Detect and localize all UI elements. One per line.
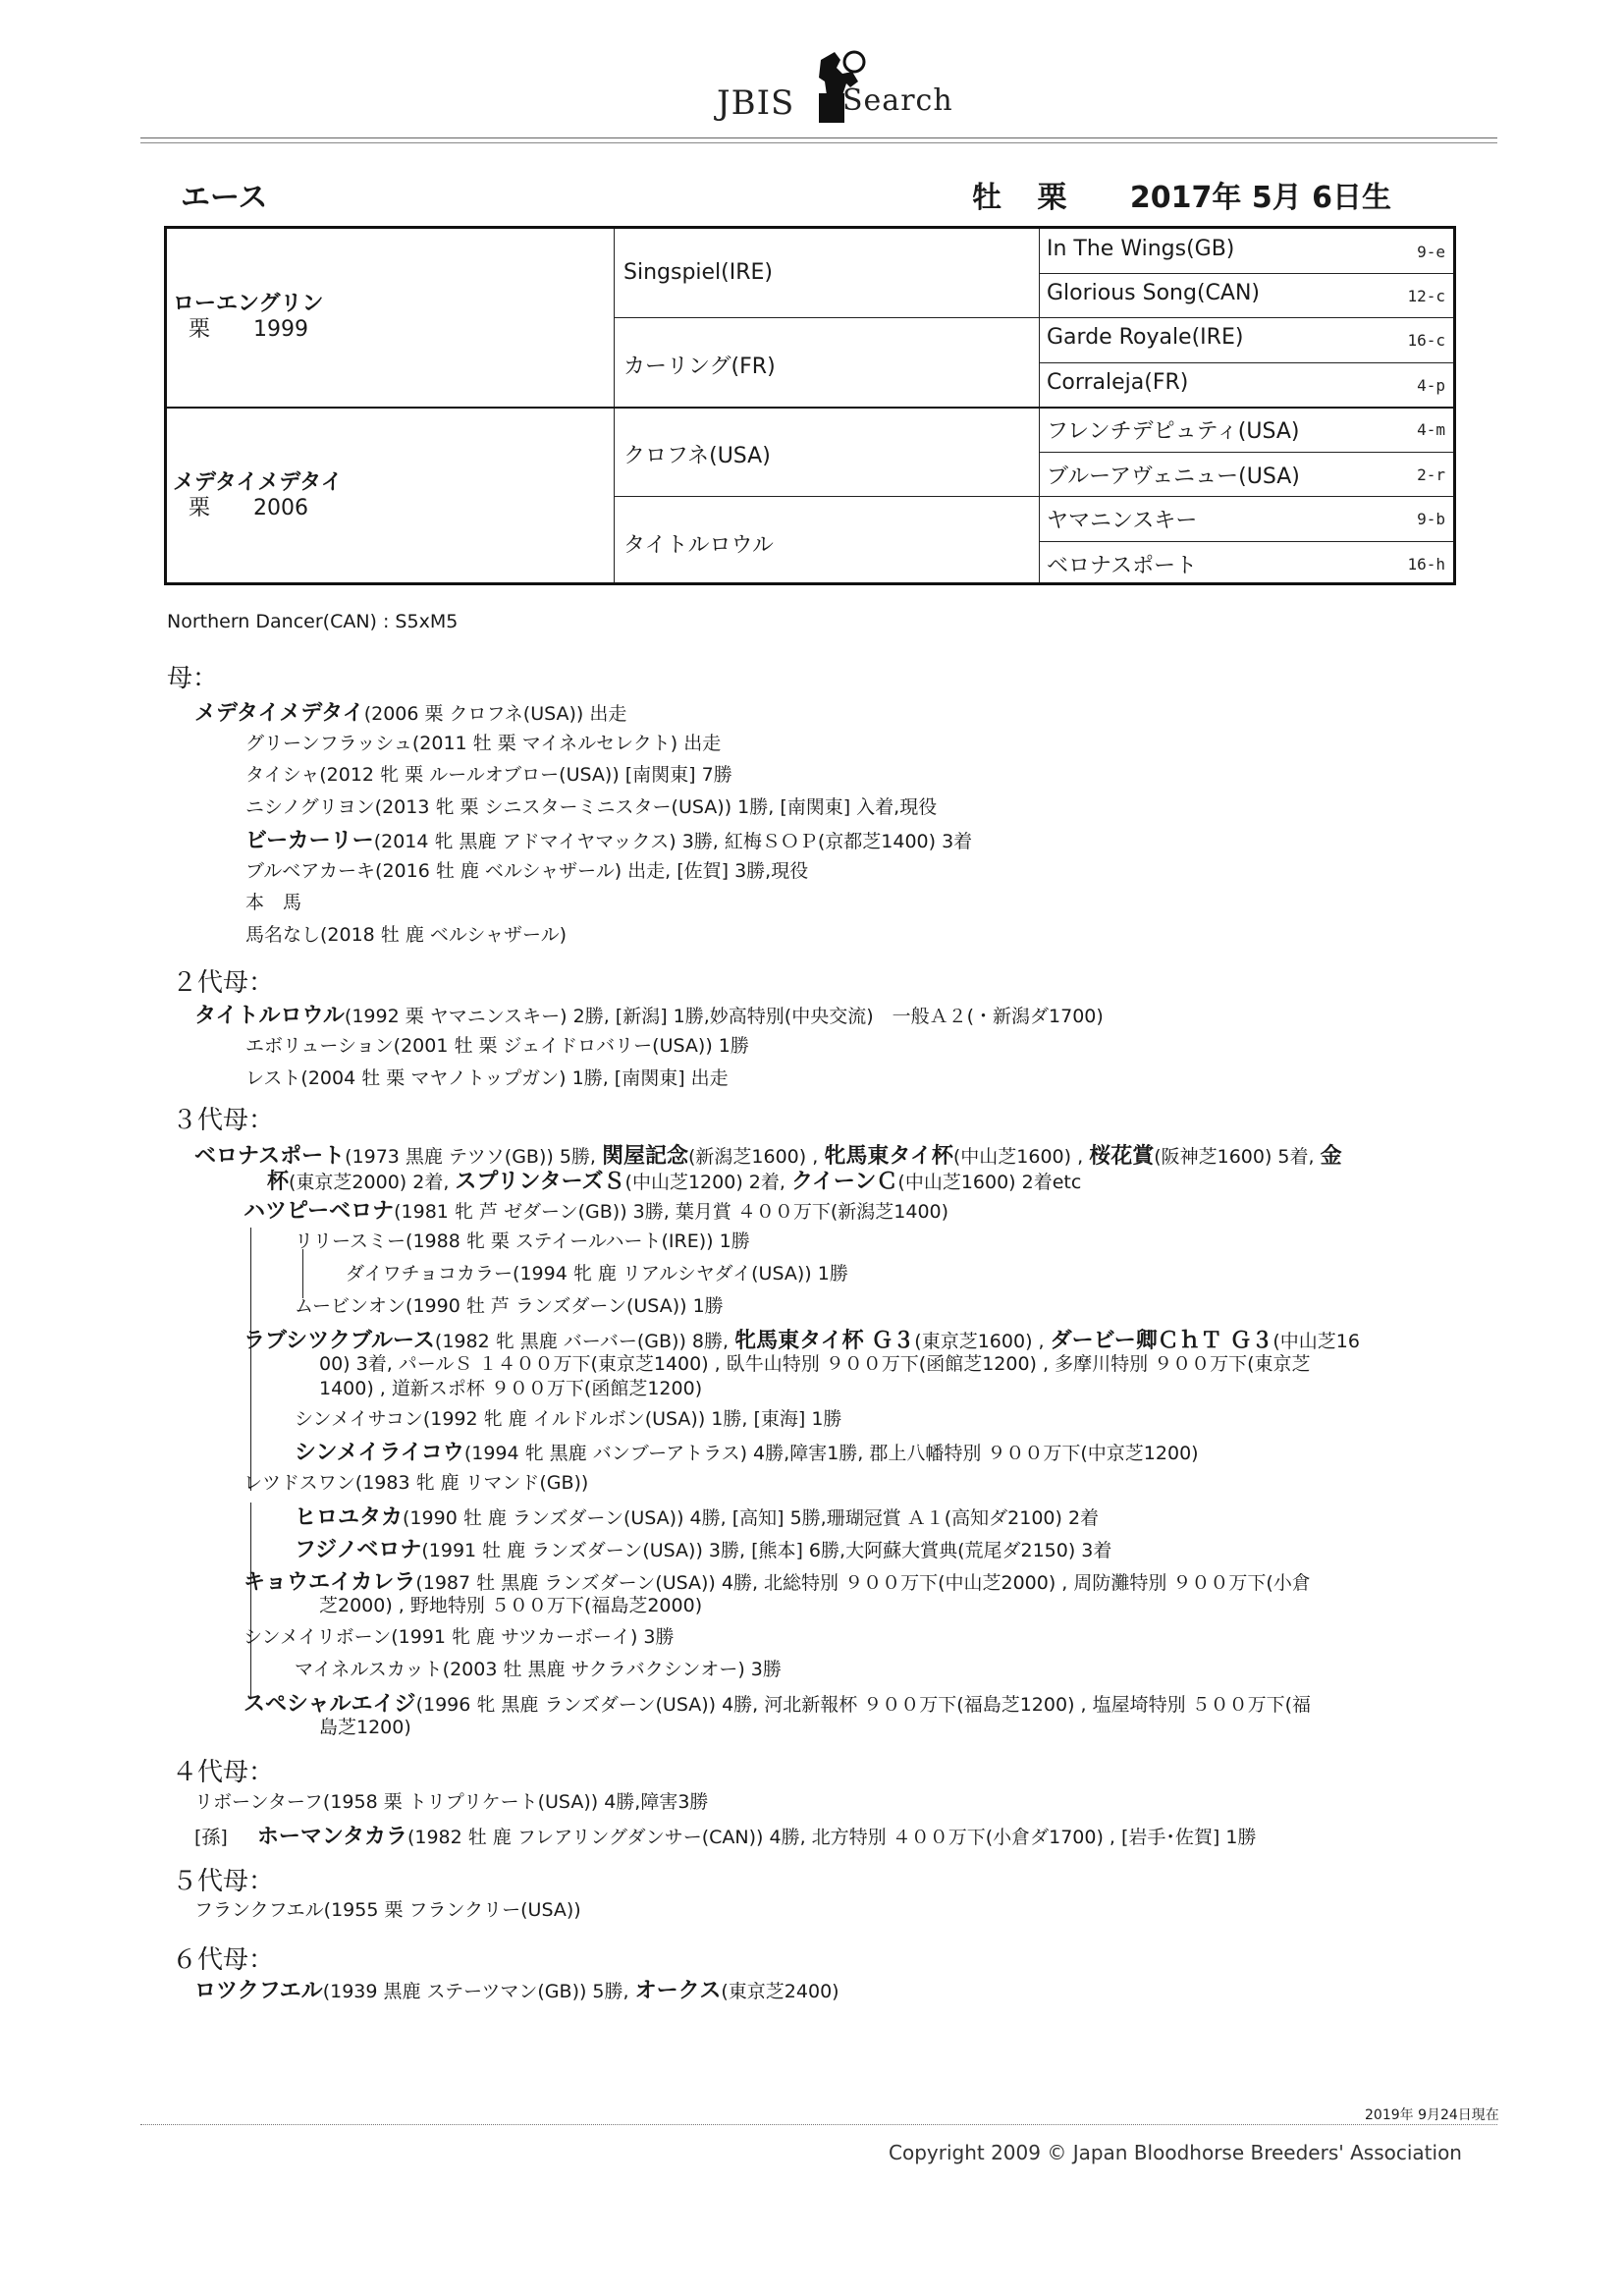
family-line: フランクフエル(1955 栗 フランクリー(USA)): [194, 1899, 581, 1921]
logo-text-search: Search: [842, 83, 953, 118]
footer-rule: [140, 2124, 1497, 2127]
family-line: マイネルスカット(2003 牡 黒鹿 サクラバクシンオー) 3勝: [295, 1659, 782, 1680]
family-line: リボーンターフ(1958 栗 トリプリケート(USA)) 4勝,障害3勝: [194, 1791, 709, 1813]
horse-name: エース: [181, 181, 268, 215]
pedigree-g3: ヤマニンスキー 9-b: [1047, 509, 1445, 533]
family-line: キョウエイカレラ(1987 牡 黒鹿 ランズダーン(USA)) 4勝, 北総特別 ９００万下(中山芝2000) , 周防灘特別 ９００万下(小倉: [244, 1570, 1311, 1595]
family-line: エボリューション(2001 牡 栗 ジェイドロバリー(USA)) 1勝: [245, 1035, 749, 1057]
copyright: Copyright 2009 © Japan Bloodhorse Breeders' Association: [889, 2141, 1462, 2164]
pedigree-g3: Glorious Song(CAN) 12-c: [1047, 281, 1445, 305]
family-line: ヒロユタカ(1990 牡 鹿 ランズダーン(USA)) 4勝, [高知] 5勝,珊瑚冠賞 Ａ１(高知ダ2100) 2着: [295, 1505, 1100, 1530]
section-heading: ４代母：: [172, 1758, 275, 1787]
horse-meta: [972, 173, 1391, 216]
family-line: ラブシツクブルース(1982 牝 黒鹿 バーバー(GB)) 8勝, 牝馬東タイ杯 Ｇ３(東京芝1600) , ダービー卿ＣｈＴ Ｇ３(中山芝16: [244, 1329, 1360, 1353]
logo-text-jbis: JBIS: [717, 83, 795, 123]
family-line: 本 馬: [245, 892, 302, 913]
pedigree-g2: Singspiel(IRE): [623, 260, 774, 285]
family-line: ハツピーベロナ(1981 牝 芦 ゼダーン(GB)) 3勝, 葉月賞 ４００万下(新潟芝1400): [244, 1199, 949, 1224]
family-line: ムービンオン(1990 牡 芦 ランズダーン(USA)) 1勝: [295, 1295, 724, 1317]
section-heading: ３代母：: [172, 1106, 275, 1135]
family-line: 芝2000) , 野地特別 ５００万下(福島芝2000): [319, 1595, 703, 1616]
tree-line: [250, 1228, 251, 1491]
family-line: メデタイメデタイ(2006 栗 クロフネ(USA)) 出走: [194, 701, 627, 726]
pedigree-g3: Garde Royale(IRE) 16-c: [1047, 325, 1445, 350]
as-of-date: 2019年 9月24日現在: [1365, 2107, 1499, 2123]
dam-name: メデタイメデタイ: [173, 470, 343, 495]
horse-sex: 牡: [972, 181, 1001, 215]
family-line: ビーカーリー(2014 牝 黒鹿 アドマイヤマックス) 3勝, 紅梅ＳＯＰ(京都芝1400) 3着: [245, 829, 973, 853]
family-line: シンメイライコウ(1994 牝 黒鹿 バンブーアトラス) 4勝,障害1勝, 郡上八幡特別 ９００万下(中京芝1200): [295, 1441, 1199, 1465]
family-line: ベロナスポート(1973 黒鹿 テツソ(GB)) 5勝, 関屋記念(新潟芝1600) , 牝馬東タイ杯(中山芝1600) , 桜花賞(阪神芝1600) 5着, 金: [194, 1144, 1342, 1169]
family-line: ダイワチョコカラー(1994 牝 鹿 リアルシヤダイ(USA)) 1勝: [346, 1263, 848, 1285]
pedigree-sire: [173, 292, 324, 343]
family-line: タイトルロウル(1992 栗 ヤマニンスキー) 2勝, [新潟] 1勝,妙高特別(中央交流) 一般Ａ２(・新潟ダ1700): [194, 1004, 1104, 1028]
family-line: 1400) , 道新スポ杯 ９００万下(函館芝1200): [319, 1378, 703, 1399]
family-line: 杯(東京芝2000) 2着, スプリンターズＳ(中山芝1200) 2着, クイーンＣ(中山芝1600) 2着etc: [267, 1170, 1082, 1194]
dam-info: 栗 2006: [189, 496, 308, 520]
jbis-search-logo: [717, 44, 952, 133]
pedigree-g2: クロフネ(USA): [623, 444, 771, 468]
pedigree-g2: カーリング(FR): [623, 355, 776, 379]
family-line: シンメイリボーン(1991 牝 鹿 サツカーボーイ) 3勝: [244, 1626, 675, 1648]
family-line: スペシャルエイジ(1996 牝 黒鹿 ランズダーン(USA)) 4勝, 河北新報杯 ９００万下(福島芝1200) , 塩屋埼特別 ５００万下(福: [244, 1692, 1312, 1717]
pedigree-g3: ベロナスポート 16-h: [1047, 554, 1445, 578]
section-heading: ５代母：: [172, 1867, 275, 1896]
family-line: フジノベロナ(1991 牡 鹿 ランズダーン(USA)) 3勝, [熊本] 6勝,大阿蘇大賞典(荒尾ダ2150) 3着: [295, 1538, 1112, 1562]
pedigree-table: [164, 226, 1456, 585]
horse-birth: 2017年 5月 6日生: [1129, 181, 1392, 215]
sire-name: ローエングリン: [173, 292, 324, 316]
pedigree-g3: フレンチデピュティ(USA) 4-m: [1047, 419, 1445, 444]
family-line: [孫] ホーマンタカラ(1982 牡 鹿 フレアリングダンサー(CAN)) 4勝, 北方特別 ４００万下(小倉ダ1700) , [岩手･佐賀] 1勝: [194, 1825, 1257, 1849]
pedigree-divider: [614, 229, 615, 582]
family-line: 馬名なし(2018 牡 鹿 ベルシャザール): [245, 924, 568, 946]
section-heading: ２代母：: [172, 968, 275, 998]
horse-color: 栗: [1037, 181, 1067, 215]
family-line: リリースミー(1988 牝 栗 ステイールハート(IRE)) 1勝: [295, 1230, 750, 1252]
pedigree-g2: タイトルロウル: [623, 533, 774, 558]
pedigree-divider: [1039, 229, 1040, 582]
pedigree-g3: ブルーアヴェニュー(USA) 2-r: [1047, 465, 1445, 489]
pedigree-g3: Corraleja(FR) 4-p: [1047, 370, 1445, 395]
family-line: グリーンフラッシュ(2011 牡 栗 マイネルセレクト) 出走: [245, 733, 722, 754]
family-line: レツドスワン(1983 牝 鹿 リマンド(GB)): [244, 1472, 589, 1494]
section-heading: ６代母：: [172, 1945, 275, 1975]
family-line: レスト(2004 牡 栗 マヤノトップガン) 1勝, [南関東] 出走: [245, 1067, 729, 1089]
pedigree-g3: In The Wings(GB) 9-e: [1047, 237, 1445, 261]
section-heading: 母：: [167, 664, 219, 693]
family-line: ニシノグリヨン(2013 牝 栗 シニスターミニスター(USA)) 1勝, [南関東] 入着,現役: [245, 796, 938, 818]
header-rule: [140, 137, 1497, 143]
sire-info: 栗 1999: [189, 317, 308, 342]
family-line: ロツクフエル(1939 黒鹿 ステーツマン(GB)) 5勝, オークス(東京芝2400): [194, 1979, 839, 2003]
family-line: 00) 3着, パールＳ １４００万下(東京芝1400) , 臥牛山特別 ９００万下(函館芝1200) , 多摩川特別 ９００万下(東京芝: [319, 1353, 1311, 1375]
family-line: ブルベアカーキ(2016 牡 鹿 ベルシャザール) 出走, [佐賀] 3勝,現役: [245, 860, 809, 882]
family-line: 島芝1200): [319, 1717, 411, 1738]
inbreeding-note: Northern Dancer(CAN) : S5xM5: [167, 611, 459, 632]
family-line: シンメイサコン(1992 牝 鹿 イルドルボン(USA)) 1勝, [東海] 1勝: [295, 1408, 842, 1430]
family-line: タイシャ(2012 牝 栗 ルールオブロー(USA)) [南関東] 7勝: [245, 764, 732, 786]
pedigree-dam: [173, 470, 343, 521]
